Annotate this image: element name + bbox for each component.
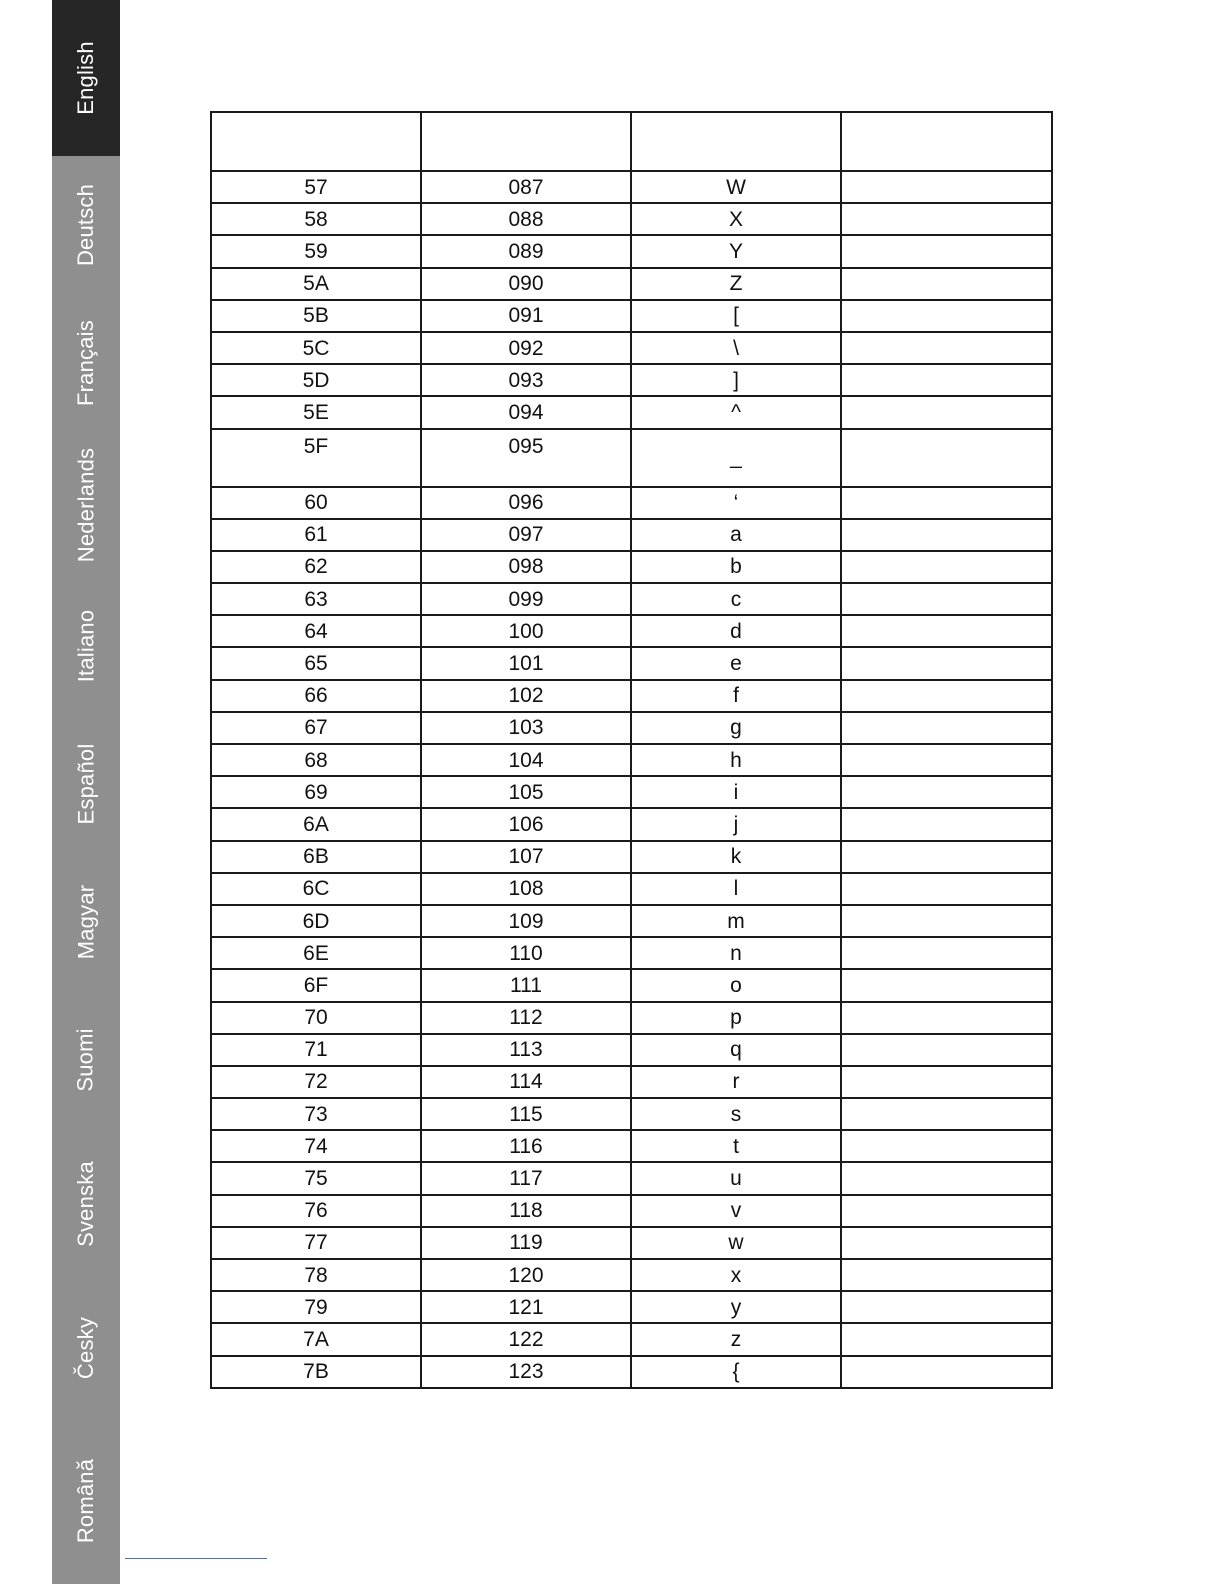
table-header-row <box>211 112 1052 171</box>
table-row <box>211 615 1052 647</box>
character-cell: Z <box>631 268 841 300</box>
decimal-cell: 114 <box>421 1066 631 1098</box>
blank-cell <box>841 1034 1052 1066</box>
character-cell: [ <box>631 300 841 332</box>
table-row <box>211 171 1052 203</box>
hex-cell: 7B <box>211 1356 421 1388</box>
blank-cell <box>841 1356 1052 1388</box>
decimal-cell: 101 <box>421 647 631 679</box>
header-cell <box>421 112 631 171</box>
language-tab-label: Magyar <box>73 884 98 960</box>
language-tab-svenska[interactable] <box>52 1129 120 1279</box>
language-tab-label: Français <box>73 320 98 406</box>
character-cell: k <box>631 841 841 873</box>
decimal-cell: 107 <box>421 841 631 873</box>
table-row <box>211 1356 1052 1388</box>
decimal-cell: 116 <box>421 1130 631 1162</box>
blank-cell <box>841 268 1052 300</box>
table-row <box>211 1195 1052 1227</box>
blank-cell <box>841 776 1052 808</box>
blank-cell <box>841 647 1052 679</box>
decimal-cell: 111 <box>421 969 631 1001</box>
table-row <box>211 808 1052 840</box>
character-cell: e <box>631 647 841 679</box>
hex-cell: 79 <box>211 1291 421 1323</box>
decimal-cell: 096 <box>421 487 631 519</box>
table-row <box>211 203 1052 235</box>
blank-cell <box>841 969 1052 1001</box>
table-row <box>211 744 1052 776</box>
character-cell: Y <box>631 235 841 267</box>
decimal-cell: 108 <box>421 873 631 905</box>
hex-cell: 62 <box>211 551 421 583</box>
character-cell: g <box>631 712 841 744</box>
character-cell: { <box>631 1356 841 1388</box>
hex-cell: 61 <box>211 519 421 551</box>
blank-cell <box>841 1195 1052 1227</box>
blank-cell <box>841 1259 1052 1291</box>
blank-cell <box>841 396 1052 428</box>
character-cell: W <box>631 171 841 203</box>
decimal-cell: 092 <box>421 332 631 364</box>
hex-cell: 68 <box>211 744 421 776</box>
header-cell <box>211 112 421 171</box>
decimal-cell: 109 <box>421 905 631 937</box>
character-cell: ^ <box>631 396 841 428</box>
character-cell: p <box>631 1002 841 1034</box>
blank-cell <box>841 1162 1052 1194</box>
decimal-cell: 122 <box>421 1323 631 1355</box>
character-cell: l <box>631 873 841 905</box>
language-tab-espanol[interactable] <box>52 715 120 853</box>
table-row <box>211 1162 1052 1194</box>
language-tab-francais[interactable] <box>52 294 120 432</box>
hex-cell: 5C <box>211 332 421 364</box>
language-sidebar <box>52 0 120 1584</box>
table-row <box>211 937 1052 969</box>
hex-cell: 5E <box>211 396 421 428</box>
blank-cell <box>841 808 1052 840</box>
decimal-cell: 087 <box>421 171 631 203</box>
header-cell <box>841 112 1052 171</box>
blank-cell <box>841 937 1052 969</box>
table-row <box>211 647 1052 679</box>
hex-cell: 66 <box>211 680 421 712</box>
language-tab-nederlands[interactable] <box>52 432 120 577</box>
table-row <box>211 583 1052 615</box>
decimal-cell: 099 <box>421 583 631 615</box>
decimal-cell: 112 <box>421 1002 631 1034</box>
hex-cell: 78 <box>211 1259 421 1291</box>
decimal-cell: 105 <box>421 776 631 808</box>
hex-cell: 74 <box>211 1130 421 1162</box>
hex-cell: 57 <box>211 171 421 203</box>
character-cell: v <box>631 1195 841 1227</box>
character-code-table <box>210 111 1053 1389</box>
blank-cell <box>841 905 1052 937</box>
table-body <box>211 171 1052 1388</box>
hex-cell: 70 <box>211 1002 421 1034</box>
decimal-cell: 118 <box>421 1195 631 1227</box>
decimal-cell: 093 <box>421 364 631 396</box>
table-row <box>211 429 1052 487</box>
hex-cell: 6A <box>211 808 421 840</box>
hex-cell: 5A <box>211 268 421 300</box>
blank-cell <box>841 203 1052 235</box>
table-row <box>211 1066 1052 1098</box>
language-tab-cesky[interactable] <box>52 1279 120 1417</box>
character-cell: m <box>631 905 841 937</box>
decimal-cell: 123 <box>421 1356 631 1388</box>
blank-cell <box>841 364 1052 396</box>
decimal-cell: 094 <box>421 396 631 428</box>
language-tab-label: Nederlands <box>73 447 99 562</box>
blank-cell <box>841 551 1052 583</box>
table-row <box>211 1130 1052 1162</box>
blank-cell <box>841 171 1052 203</box>
blank-cell <box>841 873 1052 905</box>
hex-cell: 73 <box>211 1098 421 1130</box>
character-cell: x <box>631 1259 841 1291</box>
table-row <box>211 332 1052 364</box>
table-row <box>211 1034 1052 1066</box>
hex-cell: 58 <box>211 203 421 235</box>
character-cell: _ <box>631 429 841 487</box>
decimal-cell: 102 <box>421 680 631 712</box>
language-tab-label: Česky <box>73 1316 98 1380</box>
character-cell: i <box>631 776 841 808</box>
hex-cell: 5B <box>211 300 421 332</box>
hex-cell: 67 <box>211 712 421 744</box>
blank-cell <box>841 300 1052 332</box>
character-cell: c <box>631 583 841 615</box>
blank-cell <box>841 235 1052 267</box>
decimal-cell: 113 <box>421 1034 631 1066</box>
character-cell: b <box>631 551 841 583</box>
character-cell: z <box>631 1323 841 1355</box>
blank-cell <box>841 519 1052 551</box>
decimal-cell: 120 <box>421 1259 631 1291</box>
character-cell: a <box>631 519 841 551</box>
character-cell: d <box>631 615 841 647</box>
character-cell: o <box>631 969 841 1001</box>
character-cell: h <box>631 744 841 776</box>
table-row <box>211 235 1052 267</box>
blank-cell <box>841 1291 1052 1323</box>
character-cell: y <box>631 1291 841 1323</box>
blank-cell <box>841 615 1052 647</box>
language-tab-english[interactable] <box>52 0 120 156</box>
blank-cell <box>841 841 1052 873</box>
decimal-cell: 106 <box>421 808 631 840</box>
table-row <box>211 364 1052 396</box>
hex-cell: 59 <box>211 235 421 267</box>
language-tab-suomi[interactable] <box>52 991 120 1129</box>
hex-cell: 76 <box>211 1195 421 1227</box>
decimal-cell: 121 <box>421 1291 631 1323</box>
table-row <box>211 268 1052 300</box>
table-row <box>211 712 1052 744</box>
hex-cell: 71 <box>211 1034 421 1066</box>
decimal-cell: 119 <box>421 1227 631 1259</box>
blank-cell <box>841 1323 1052 1355</box>
language-tab-magyar[interactable] <box>52 853 120 991</box>
character-cell: u <box>631 1162 841 1194</box>
decimal-cell: 103 <box>421 712 631 744</box>
decimal-cell: 115 <box>421 1098 631 1130</box>
character-cell: s <box>631 1098 841 1130</box>
blank-cell <box>841 1227 1052 1259</box>
blank-cell <box>841 429 1052 487</box>
language-tab-label: Română <box>73 1458 99 1543</box>
language-tab-romana[interactable] <box>52 1417 120 1584</box>
hex-cell: 60 <box>211 487 421 519</box>
hex-cell: 6E <box>211 937 421 969</box>
hex-cell: 6C <box>211 873 421 905</box>
language-tab-label: Italiano <box>73 609 99 683</box>
character-cell: f <box>631 680 841 712</box>
table-row <box>211 396 1052 428</box>
table-row <box>211 300 1052 332</box>
decimal-cell: 117 <box>421 1162 631 1194</box>
language-tab-label: Deutsch <box>73 183 99 267</box>
table-row <box>211 776 1052 808</box>
character-cell: ] <box>631 364 841 396</box>
decimal-cell: 095 <box>421 429 631 487</box>
hex-cell: 75 <box>211 1162 421 1194</box>
hex-cell: 77 <box>211 1227 421 1259</box>
table-row <box>211 1323 1052 1355</box>
blank-cell <box>841 487 1052 519</box>
hex-cell: 64 <box>211 615 421 647</box>
header-cell <box>631 112 841 171</box>
table-row <box>211 1098 1052 1130</box>
decimal-cell: 100 <box>421 615 631 647</box>
hex-cell: 6F <box>211 969 421 1001</box>
hex-cell: 7A <box>211 1323 421 1355</box>
hex-cell: 6D <box>211 905 421 937</box>
character-cell: q <box>631 1034 841 1066</box>
blank-cell <box>841 583 1052 615</box>
decimal-cell: 091 <box>421 300 631 332</box>
decimal-cell: 089 <box>421 235 631 267</box>
table-row <box>211 1227 1052 1259</box>
table-row <box>211 519 1052 551</box>
table-row <box>211 1002 1052 1034</box>
character-cell: j <box>631 808 841 840</box>
language-tab-label: Svenska <box>73 1161 98 1247</box>
character-cell: r <box>631 1066 841 1098</box>
hex-cell: 65 <box>211 647 421 679</box>
blank-cell <box>841 1098 1052 1130</box>
table-row <box>211 680 1052 712</box>
hex-cell: 69 <box>211 776 421 808</box>
decimal-cell: 088 <box>421 203 631 235</box>
hex-cell: 72 <box>211 1066 421 1098</box>
character-cell: X <box>631 203 841 235</box>
decimal-cell: 098 <box>421 551 631 583</box>
blank-cell <box>841 680 1052 712</box>
table-row <box>211 1259 1052 1291</box>
table-row <box>211 1291 1052 1323</box>
character-cell: ‘ <box>631 487 841 519</box>
character-cell: \ <box>631 332 841 364</box>
hex-cell: 6B <box>211 841 421 873</box>
blank-cell <box>841 1130 1052 1162</box>
table-row <box>211 873 1052 905</box>
character-cell: n <box>631 937 841 969</box>
decimal-cell: 110 <box>421 937 631 969</box>
decimal-cell: 104 <box>421 744 631 776</box>
language-tab-label: Suomi <box>72 1028 98 1092</box>
hex-cell: 5F <box>211 429 421 487</box>
language-tab-label: Español <box>73 743 98 825</box>
blank-cell <box>841 1002 1052 1034</box>
language-tab-label: English <box>73 41 98 115</box>
table-row <box>211 969 1052 1001</box>
hex-cell: 63 <box>211 583 421 615</box>
blank-cell <box>841 712 1052 744</box>
language-tab-italiano[interactable] <box>52 577 120 715</box>
character-cell: w <box>631 1227 841 1259</box>
table-row <box>211 841 1052 873</box>
table-row <box>211 905 1052 937</box>
footer-rule <box>125 1558 267 1559</box>
table-row <box>211 551 1052 583</box>
blank-cell <box>841 1066 1052 1098</box>
table-row <box>211 487 1052 519</box>
language-tab-deutsch[interactable] <box>52 156 120 294</box>
blank-cell <box>841 744 1052 776</box>
decimal-cell: 097 <box>421 519 631 551</box>
blank-cell <box>841 332 1052 364</box>
hex-cell: 5D <box>211 364 421 396</box>
decimal-cell: 090 <box>421 268 631 300</box>
character-cell: t <box>631 1130 841 1162</box>
